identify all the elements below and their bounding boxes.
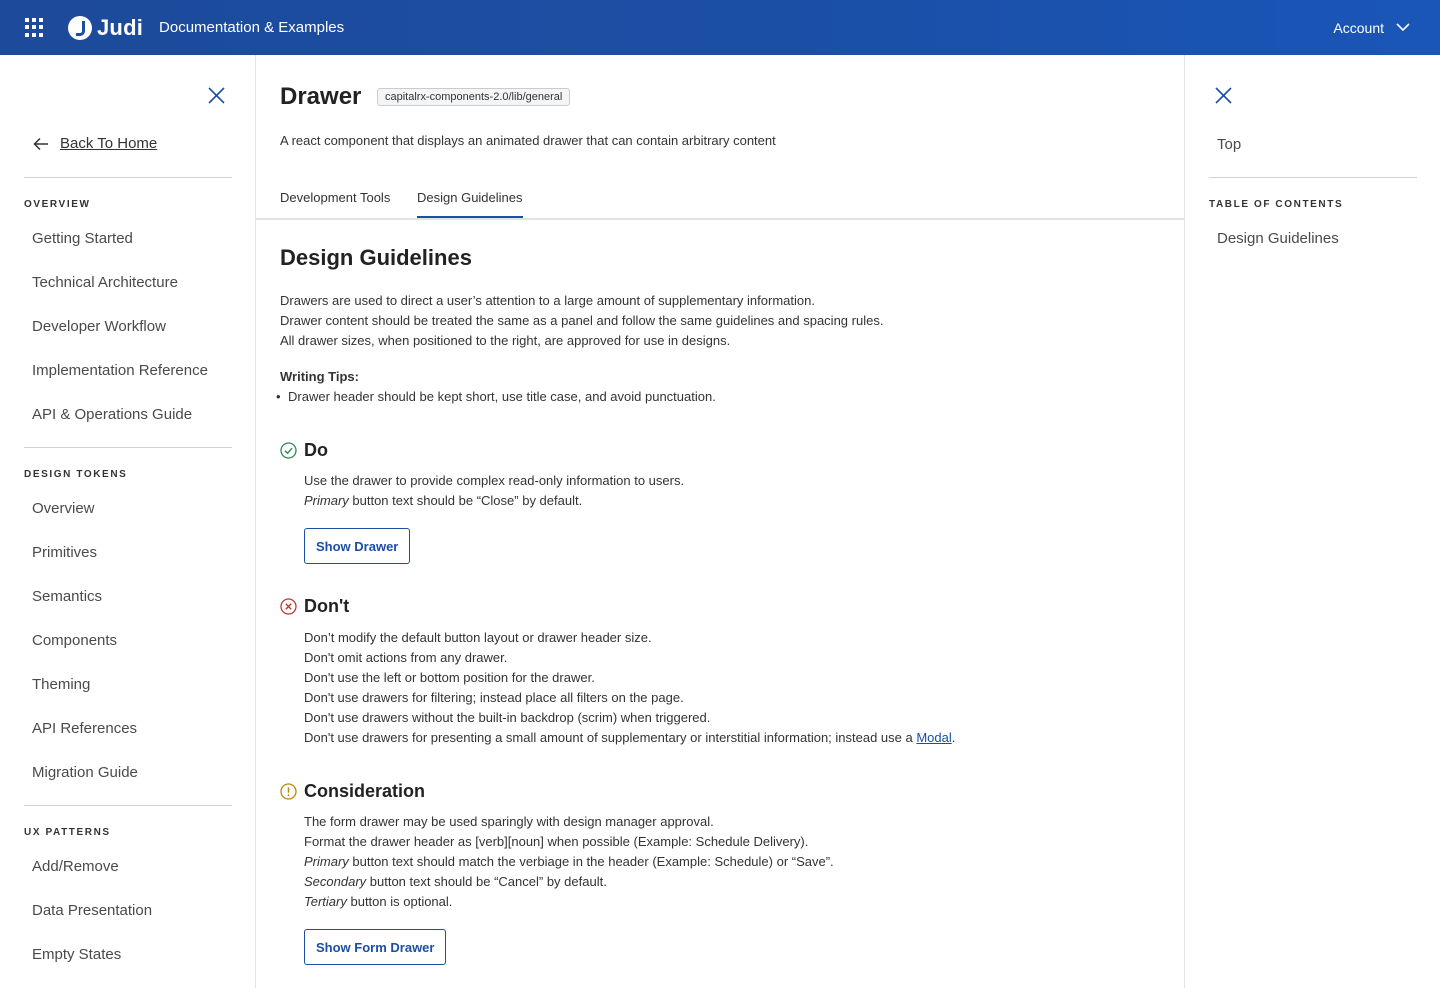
divider [24, 447, 232, 448]
do-line [304, 491, 582, 511]
section-title-ux-patterns: UX PATTERNS [24, 827, 111, 838]
judi-logo-icon [68, 16, 92, 40]
writing-tips-label: Writing Tips: [280, 369, 359, 384]
dont-line: Don't omit actions from any drawer. [304, 650, 508, 665]
emphasis: Tertiary [304, 894, 347, 909]
sidebar-item-components[interactable]: Components [32, 632, 118, 649]
dont-title: Don't [304, 596, 350, 616]
path-badge: capitalrx-components-2.0/lib/general [377, 88, 570, 106]
emphasis: Secondary [304, 874, 367, 889]
page-title: Drawer [280, 83, 362, 110]
consideration-line-text: button text should be “Cancel” by default. [366, 874, 607, 889]
tab-development-tools[interactable]: Development Tools [280, 190, 391, 205]
section-title-overview: OVERVIEW [24, 199, 91, 210]
show-form-drawer-button[interactable]: Show Form Drawer [304, 929, 446, 965]
sidebar-item-api-references[interactable]: API References [32, 720, 138, 737]
app-grid-icon[interactable] [25, 18, 45, 38]
do-title: Do [304, 440, 328, 460]
consideration-title: Consideration [304, 781, 426, 801]
toc-item-design-guidelines[interactable]: Design Guidelines [1217, 230, 1339, 247]
arrow-left-icon [33, 137, 49, 151]
punctuation: . [951, 730, 956, 745]
divider [24, 805, 232, 806]
page-description: A react component that displays an animated drawer that can contain arbitrary content [280, 133, 776, 148]
intro-line: Drawer content should be treated the same as a panel and follow the same guidelines and spacing rules. [280, 313, 884, 328]
sidebar-item-api-operations-guide[interactable]: API & Operations Guide [32, 406, 193, 423]
tab-design-guidelines[interactable]: Design Guidelines [417, 190, 523, 218]
emphasis: Primary [304, 493, 349, 508]
left-sidebar [0, 55, 256, 988]
top-bar [0, 0, 1440, 55]
toc-title: TABLE OF CONTENTS [1209, 199, 1344, 210]
sidebar-item-add-remove[interactable]: Add/Remove [32, 858, 119, 875]
sidebar-item-overview[interactable]: Overview [32, 500, 95, 517]
warning-circle-icon [280, 783, 297, 800]
do-line: Use the drawer to provide complex read-only information to users. [304, 473, 685, 488]
writing-tip-item: • Drawer header should be kept short, use title case, and avoid punctuation. [288, 389, 716, 404]
divider [1209, 177, 1417, 178]
consideration-line-text: button text should match the verbiage in the header (Example: Schedule) or “Save”. [348, 854, 834, 869]
consideration-line-text: button is optional. [346, 894, 453, 909]
consideration-line: Format the drawer header as [verb][noun] when possible (Example: Schedule Delivery). [304, 834, 809, 849]
close-sidebar-button[interactable] [208, 87, 225, 109]
dont-line [304, 728, 955, 748]
sidebar-item-theming[interactable]: Theming [32, 676, 91, 693]
dont-line: Don't use the left or bottom position for the drawer. [304, 670, 595, 685]
consideration-line [304, 872, 607, 892]
consideration-line [304, 852, 834, 872]
dont-line: Don't use drawers without the built-in backdrop (scrim) when triggered. [304, 710, 711, 725]
sidebar-item-migration-guide[interactable]: Migration Guide [32, 764, 138, 781]
tab-bar [256, 181, 1184, 220]
sidebar-item-developer-workflow[interactable]: Developer Workflow [32, 318, 166, 335]
consideration-line: The form drawer may be used sparingly with design manager approval. [304, 814, 714, 829]
close-toc-button[interactable] [1215, 87, 1232, 109]
consideration-line [304, 892, 452, 912]
section-heading: Design Guidelines [280, 245, 472, 270]
logo[interactable] [68, 15, 143, 41]
dont-line-text: Don't use drawers for presenting a small amount of supplementary or interstitial information; instead use a [304, 730, 917, 745]
consideration-heading [280, 781, 425, 802]
chevron-down-icon [1396, 23, 1410, 32]
back-label: Back To Home [60, 135, 158, 152]
modal-link[interactable]: Modal [916, 730, 952, 745]
check-circle-icon [280, 442, 297, 459]
site-title: Documentation & Examples [159, 19, 345, 36]
account-label: Account [1333, 19, 1384, 36]
do-line-text: button text should be “Close” by default. [348, 493, 583, 508]
sidebar-item-primitives[interactable]: Primitives [32, 544, 98, 561]
intro-line: Drawers are used to direct a user’s attention to a large amount of supplementary information. [280, 293, 815, 308]
sidebar-item-empty-states[interactable]: Empty States [32, 946, 122, 963]
emphasis: Primary [304, 854, 349, 869]
error-circle-icon [280, 598, 297, 615]
intro-line: All drawer sizes, when positioned to the right, are approved for use in designs. [280, 333, 731, 348]
sidebar-item-implementation-reference[interactable]: Implementation Reference [32, 362, 208, 379]
section-title-design-tokens: DESIGN TOKENS [24, 469, 128, 480]
brand-name: Judi [97, 14, 144, 40]
do-heading [280, 440, 328, 461]
account-menu[interactable] [1333, 0, 1410, 55]
close-icon [208, 87, 225, 104]
sidebar-item-data-presentation[interactable]: Data Presentation [32, 902, 153, 919]
dont-heading [280, 596, 349, 617]
sidebar-item-semantics[interactable]: Semantics [32, 588, 103, 605]
dont-line: Don’t modify the default button layout or drawer header size. [304, 630, 652, 645]
sidebar-item-getting-started[interactable]: Getting Started [32, 230, 133, 247]
divider [24, 177, 232, 178]
toc-top-link[interactable]: Top [1217, 136, 1242, 153]
right-sidebar [1184, 55, 1440, 988]
close-icon [1215, 87, 1232, 104]
back-to-home-link[interactable] [33, 135, 157, 152]
main-content [256, 55, 1184, 988]
sidebar-item-technical-architecture[interactable]: Technical Architecture [32, 274, 178, 291]
show-drawer-button[interactable]: Show Drawer [304, 528, 410, 564]
dont-line: Don't use drawers for filtering; instead place all filters on the page. [304, 690, 684, 705]
